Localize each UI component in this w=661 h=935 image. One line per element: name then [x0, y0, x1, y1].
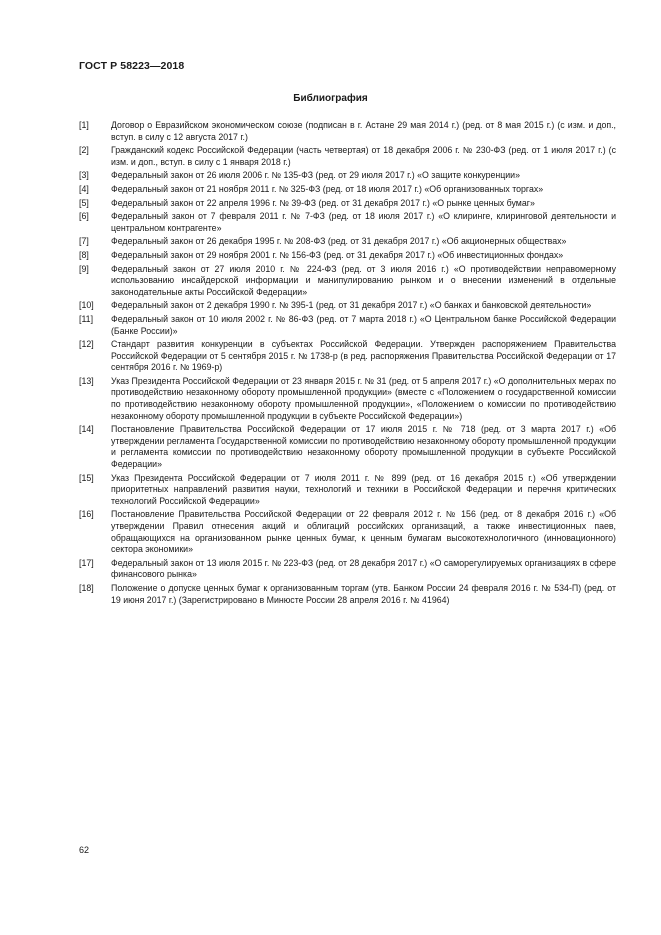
reference-text: Указ Президента Российской Федерации от 23 января 2015 г. № 31 (ред. от 5 апреля 2017 г.) «О дополнительных мерах по противодействию незаконному обороту промышленной продукции» (вместе с «Положением о государственной комиссии по противодействию незаконному обороту промышленной продукции», «Положением о комиссии по противодействию незаконному обороту промышленной продукции в субъекте Российской Федерации»): [111, 375, 616, 421]
reference-number: [10]: [79, 300, 94, 311]
reference-number: [8]: [79, 249, 89, 260]
reference-list: [79, 120, 616, 608]
reference-number: [17]: [79, 557, 94, 568]
reference-text: Договор о Евразийском экономическом союзе (подписан в г. Астане 29 мая 2014 г.) (ред. от 8 мая 2015 г.) (с изм. и доп., вступ. в силу с 12 августа 2017 г.): [111, 120, 616, 142]
reference-text: Федеральный закон от 26 июля 2006 г. № 135-ФЗ (ред. от 29 июля 2017 г.) «О защите конкуренции»: [111, 170, 520, 181]
reference-item: [79, 339, 616, 374]
reference-number: [14]: [79, 424, 94, 435]
reference-number: [6]: [79, 211, 89, 222]
reference-text: Стандарт развития конкуренции в субъектах Российской Федерации. Утвержден распоряжением Правительства Российской Федерации от 5 сентября 2015 г. № 1738-р (в ред. распоряжения Правительства Российской Федерации от 17 сентября 2016 г. № 1969-р): [111, 339, 616, 373]
reference-number: [3]: [79, 170, 89, 181]
reference-text: Федеральный закон от 7 февраля 2011 г. № 7-ФЗ (ред. от 18 июля 2017 г.) «О клиринге, клиринговой деятельности и центральном контрагенте»: [111, 211, 616, 233]
reference-item: [79, 170, 616, 182]
reference-number: [1]: [79, 120, 89, 130]
reference-item: [79, 509, 616, 555]
reference-text: Гражданский кодекс Российской Федерации (часть четвертая) от 18 декабря 2006 г. № 230-ФЗ (ред. от 1 июля 2017 г.) (с изм. и доп., вступ. в силу с 1 января 2018 г.): [111, 145, 616, 167]
reference-item: [79, 250, 616, 262]
reference-item: [79, 145, 616, 168]
reference-number: [11]: [79, 313, 94, 324]
reference-item: [79, 120, 616, 143]
reference-item: [79, 300, 616, 312]
reference-item: [79, 558, 616, 581]
reference-number: [12]: [79, 339, 94, 350]
reference-number: [13]: [79, 375, 94, 386]
reference-text: Федеральный закон от 29 ноября 2001 г. № 156-ФЗ (ред. от 31 декабря 2017 г.) «Об инвестиционных фондах»: [111, 249, 564, 260]
reference-number: [7]: [79, 236, 89, 247]
reference-item: [79, 236, 616, 248]
reference-text: Федеральный закон от 10 июля 2002 г. № 86-ФЗ (ред. от 7 марта 2018 г.) «О Центральном банке Российской Федерации (Банке России)»: [111, 313, 616, 336]
reference-text: Федеральный закон от 27 июля 2010 г. № 224-ФЗ (ред. от 3 июля 2016 г.) «О противодействии неправомерному использованию инсайдерской информации и манипулированию рынком и о внесении изменений в отдельные законодательные акты Российской Федерации»: [111, 263, 616, 297]
reference-number: [9]: [79, 263, 89, 274]
reference-item: [79, 211, 616, 234]
reference-number: [2]: [79, 145, 89, 156]
reference-item: [79, 314, 616, 337]
reference-item: [79, 583, 616, 606]
reference-number: [5]: [79, 197, 89, 208]
reference-item: [79, 198, 616, 210]
reference-number: [4]: [79, 183, 89, 194]
reference-text: Указ Президента Российской Федерации от 7 июля 2011 г. № 899 (ред. от 16 декабря 2015 г.) «Об утверждении приоритетных направлений развития науки, технологий и техники в Российской Федерации и перечня критических технологий Российской Федерации»: [111, 472, 616, 506]
page-number: 62: [79, 845, 90, 855]
reference-text: Федеральный закон от 26 декабря 1995 г. № 208-ФЗ (ред. от 31 декабря 2017 г.) «Об акционерных обществах»: [111, 236, 567, 247]
reference-number: [18]: [79, 582, 94, 593]
reference-text: Постановление Правительства Российской Федерации от 22 февраля 2012 г. № 156 (ред. от 8 декабря 2016 г.) «Об утверждении Правил отнесения акций и облигаций российских организаций, а также инвестиционных паев, обращающихся на организованном рынке ценных бумаг, к ценным бумагам высокотехнологичного (инновационного) сектора экономики»: [111, 509, 616, 555]
reference-item: [79, 424, 616, 470]
reference-item: [79, 264, 616, 299]
reference-text: Постановление Правительства Российской Федерации от 17 июля 2015 г. № 718 (ред. от 3 марта 2017 г.) «Об утверждении регламента Государственной комиссии по противодействию незаконному обороту промышленной продукции и регламента комиссии по противодействию незаконному обороту промышленной продукции в субъекте Российской Федерации»: [111, 424, 616, 470]
standard-header: ГОСТ Р 58223—2018: [79, 60, 185, 72]
reference-text: Федеральный закон от 21 ноября 2011 г. № 325-ФЗ (ред. от 18 июля 2017 г.) «Об организованных торгах»: [111, 183, 544, 194]
reference-text: Федеральный закон от 22 апреля 1996 г. № 39-ФЗ (ред. от 31 декабря 2017 г.) «О рынке ценных бумаг»: [111, 197, 535, 208]
reference-item: [79, 184, 616, 196]
reference-number: [15]: [79, 472, 94, 483]
reference-item: [79, 376, 616, 422]
reference-number: [16]: [79, 509, 94, 520]
reference-item: [79, 473, 616, 508]
reference-text: Положение о допуске ценных бумаг к организованным торгам (утв. Банком России 24 февраля 2016 г. № 534-П) (ред. от 19 июня 2017 г.) (Зарегистрировано в Минюсте России 28 апреля 2016 г. № 41964): [111, 582, 616, 605]
bibliography-title: Библиография: [293, 93, 368, 104]
reference-text: Федеральный закон от 2 декабря 1990 г. № 395-1 (ред. от 31 декабря 2017 г.) «О банках и банковской деятельности»: [111, 300, 592, 311]
reference-text: Федеральный закон от 13 июля 2015 г. № 223-ФЗ (ред. от 28 декабря 2017 г.) «О саморегулируемых организациях в сфере финансового рынка»: [111, 557, 616, 580]
